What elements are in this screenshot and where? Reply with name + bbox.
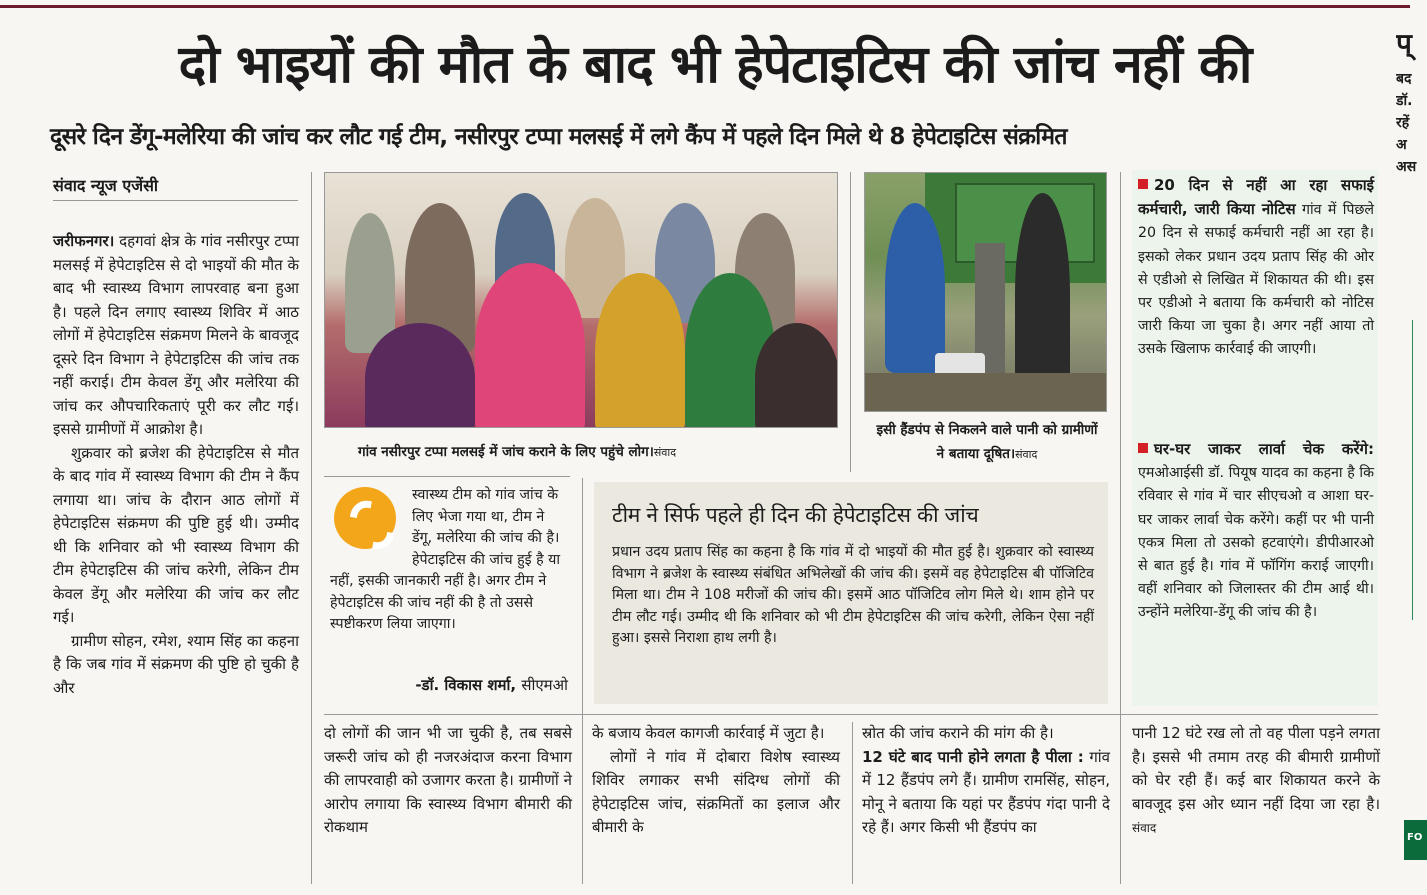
fragment-heading: प् — [1396, 27, 1412, 60]
continuation-column — [1132, 722, 1380, 841]
photo-handpump — [864, 172, 1107, 412]
paragraph-text: गांव में 12 हैंडपंप लगे हैं। ग्रामीण रामसिंह, सोहन, मोनू ने बताया कि यहां पर हैंडपंप गंदा पानी दे रहे हैं। अगर किसी भी हैंडपंप का — [862, 747, 1110, 836]
red-bullet-icon — [1138, 179, 1148, 189]
section-divider — [324, 714, 1378, 715]
paragraph: स्रोत की जांच कराने की मांग की है। — [862, 724, 1054, 742]
top-border — [0, 0, 1410, 8]
dateline: जरीफनगर। — [53, 232, 115, 250]
caption-text: इसी हैंडपंप से निकलने वाले पानी को ग्रामीणों ने बताया दूषित। — [876, 422, 1098, 462]
sidebar-text: गांव में पिछले 20 दिन से सफाई कर्मचारी नहीं आ रहा है। इसको लेकर प्रधान उदय प्रताप सिंह की ओर से एडीओ से लिखित में शिकायत की थी। इस पर एडीओ ने बताया कि कर्मचारी को नोटिस जारी किया जा चुका है। अगर नहीं आया तो उसके खिलाफ कार्रवाई की जाएगी। — [1138, 202, 1375, 358]
photo2-caption — [872, 418, 1102, 467]
author-name: -डॉ. विकास शर्मा, — [415, 676, 517, 694]
paragraph-text: पानी 12 घंटे रख लो तो वह पीला पड़ने लगता है। इससे भी तमाम तरह की बीमारी ग्रामीणों को घेर रही हैं। कई बार शिकायत करने के बावजूद इस ओर ध्यान नहीं दिया जा रहा है। — [1132, 724, 1380, 813]
sidebar-text: एमओआईसी डॉ. पियूष यादव का कहना है कि रविवार से गांव में चार सीएचओ व आशा घर-घर जाकर लार्वा चेक करेंगे। कहीं पर भी पानी एकत्र मिला तो उसको हटवाएंगे। डीपीआरओ से बात हुई है। गांव में फॉगिंग कराई जाएगी। वहीं शनिवार को जिलास्तर की टीम आई थी। उन्होंने मलेरिया-डेंगू की जांच की है। — [1138, 465, 1374, 621]
fragment-box-text: FO — [1407, 832, 1423, 843]
headline: दो भाइयों की मौत के बाद भी हेपेटाइटिस की जांच नहीं की — [178, 35, 1252, 95]
fragment-line: अ — [1396, 137, 1407, 153]
green-box — [1404, 820, 1427, 860]
caption-credit: संवाद — [653, 446, 677, 459]
sidebar-item-larva — [1138, 438, 1374, 625]
sidebar-box — [1132, 170, 1378, 706]
quote-body: स्वास्थ्य टीम को गांव जांच के लिए भेजा गया था, टीम ने डेंगू, मलेरिया की जांच की है। हेपेटाइटिस की जांच हुई है या नहीं, इसकी जानकारी नहीं है। अगर टीम ने हेपेटाइटिस की जांच नहीं की है तो उससे स्पष्टीकरण लिया जाएगा। — [330, 487, 561, 632]
infobox-title: टीम ने सिर्फ पहले ही दिन की हेपेटाइटिस की जांच — [612, 503, 979, 527]
paragraph — [862, 746, 1110, 840]
paragraph — [53, 230, 299, 442]
subheading: 12 घंटे बाद पानी होने लगता है पीला : — [862, 747, 1084, 766]
paragraph: लोगों ने गांव में दोबारा विशेष स्वास्थ्य शिविर लगाकर सभी संदिग्ध लोगों की हेपेटाइटिस जांच, संक्रमितों का इलाज और बीमारी के — [592, 747, 840, 836]
cmo-quote-box — [324, 476, 570, 706]
byline: संवाद न्यूज एजेंसी — [53, 174, 298, 201]
column-divider — [852, 722, 853, 884]
continuation-column — [862, 722, 1110, 840]
paragraph-text: दहगवां क्षेत्र के गांव नसीरपुर टप्पा मलसई में हेपेटाइटिस से दो भाइयों की मौत के बाद भी स्वास्थ्य विभाग लापरवाह बना हुआ है। पहले दिन लगाए स्वास्थ्य शिविर में आठ लोगों में हेपेटाइटिस संक्रमण मिलने के बावजूद दूसरे दिन विभाग ने हेपेटाइटिस की जांच तक नहीं कराई। टीम केवल डेंगू और मलेरिया की जांच कर औपचारिकताएं पूरी कर लौट गई। इससे ग्रामीणों में आक्रोश है। — [53, 232, 299, 438]
paragraph: ग्रामीण सोहन, रमेश, श्याम सिंह का कहना है कि जब गांव में संक्रमण की पुष्टि हो चुकी है और — [53, 631, 299, 697]
pradhan-infobox — [594, 482, 1108, 704]
fragment-line: अस — [1396, 159, 1417, 175]
main-story-column — [53, 230, 299, 700]
infobox-body: प्रधान उदय प्रताप सिंह का कहना है कि गांव में दो भाइयों की मौत हुई है। शुक्रवार को स्वास्थ्य विभाग ने ब्रजेश के स्वास्थ्य संबंधित अभिलेखों की जांच की। इसमें वह हेपेटाइटिस बी पॉजिटिव मिला था। टीम ने 108 मरीजों की जांच की। इसमें आठ पॉजिटिव लोग मिले थे। शाम होने पर टीम लौट गई। उम्मीद थी कि शनिवार को भी टीम हेपेटाइटिस की जांच करेगी, लेकिन ऐसा नहीं हुआ। इससे निराशा हाथ लगी है। — [612, 544, 1094, 646]
red-bullet-icon — [1138, 443, 1148, 453]
author-designation: सीएमओ — [521, 676, 568, 694]
paragraph: के बजाय केवल कागजी कार्रवाई में जुटा है। — [592, 724, 825, 742]
column-divider — [582, 478, 583, 884]
photo-villagers — [324, 172, 838, 428]
photo1-caption — [358, 440, 828, 465]
sidebar-heading: घर-घर जाकर लार्वा चेक करेंगे: — [1154, 440, 1374, 458]
credit: संवाद — [1132, 821, 1157, 835]
fragment-line: रहें — [1396, 115, 1410, 131]
column-divider — [311, 172, 312, 884]
column-divider — [1120, 172, 1121, 884]
fragment-line: डॉ. — [1396, 93, 1413, 109]
fragment-line: बद — [1396, 71, 1412, 87]
sidebar-item-sanitation — [1138, 174, 1374, 362]
paragraph: शुक्रवार को ब्रजेश की हेपेटाइटिस से मौत के बाद गांव में स्वास्थ्य विभाग की टीम ने कैंप लगाया था। जांच के दौरान आठ लोगों में हेपेटाइटिस संक्रमण की पुष्टि हुई थी। उम्मीद थी कि शनिवार को भी स्वास्थ्य विभाग की टीम हेपेटाइटिस की जांच करेगी, लेकिन टीम केवल डेंगू और मलेरिया की जांच कर लौट गई। — [53, 443, 299, 626]
green-rule — [1412, 320, 1426, 620]
subheadline: दूसरे दिन डेंगू-मलेरिया की जांच कर लौट गई टीम, नसीरपुर टप्पा मलसई में लगे कैंप में पहले दिन मिले थे 8 हेपेटाइटिस संक्रमित — [50, 124, 1067, 150]
continuation-column: दो लोगों की जान भी जा चुकी है, तब सबसे जरूरी जांच को ही नजरअंदाज करना विभाग की लापरवाही को उजागर करता है। ग्रामीणों ने आरोप लगाया कि स्वास्थ्य विभाग बीमारी की रोकथाम — [324, 724, 572, 836]
adjacent-column-fragment — [1396, 20, 1427, 895]
continuation-column — [592, 722, 840, 840]
caption-credit: संवाद — [1015, 448, 1038, 461]
column-divider — [850, 172, 851, 472]
sidebar-heading: 20 दिन से नहीं आ रहा सफाई कर्मचारी, जारी किया नोटिस — [1138, 176, 1374, 219]
quote-text — [330, 485, 564, 636]
caption-text: गांव नसीरपुर टप्पा मलसई में जांच कराने के लिए पहुंचे लोग। — [358, 444, 654, 460]
quote-author — [348, 675, 568, 695]
